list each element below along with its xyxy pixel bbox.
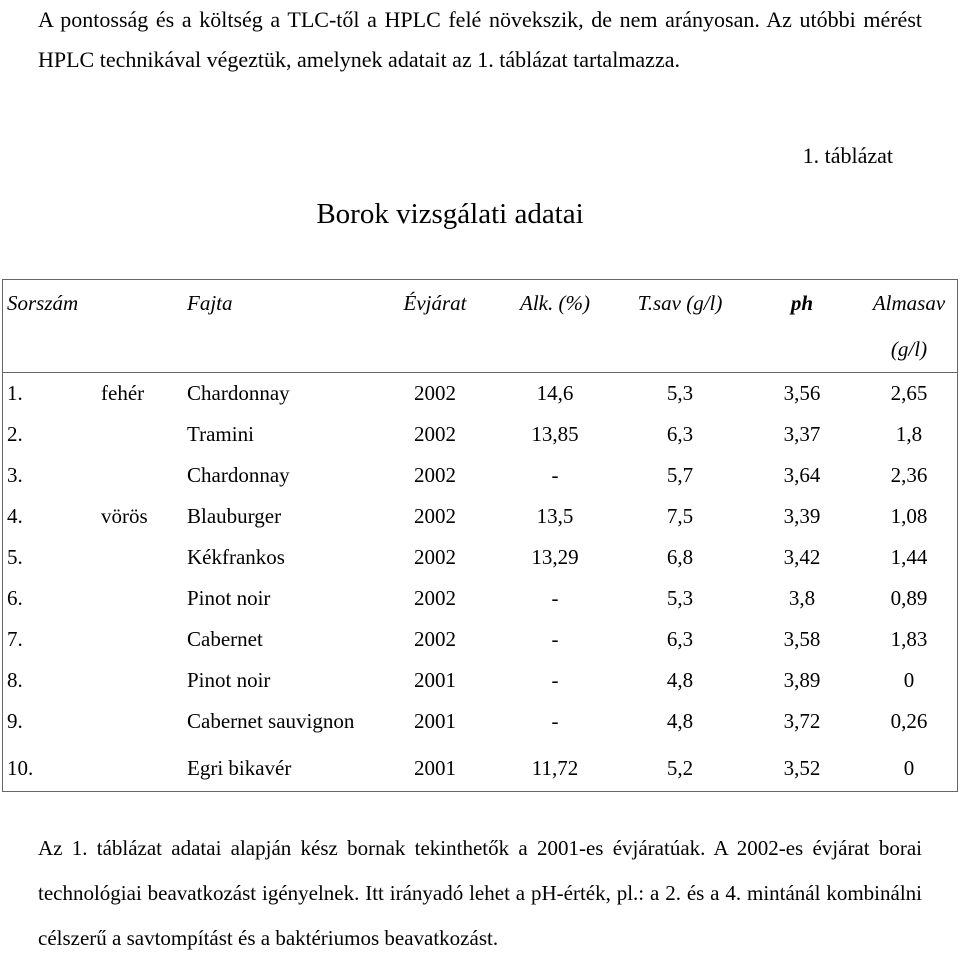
row-year: 2001 — [414, 668, 456, 692]
row-color — [97, 455, 183, 496]
table-row — [3, 537, 958, 578]
row-number: 8. — [3, 660, 98, 701]
row-number: 2. — [3, 414, 98, 455]
header-tsav: T.sav (g/l) — [617, 280, 743, 373]
row-acid: 5,2 — [617, 749, 743, 792]
row-color — [97, 660, 183, 701]
header-color — [97, 280, 183, 373]
row-alcohol: 13,85 — [531, 422, 579, 446]
row-year: 2002 — [414, 381, 456, 405]
row-acid: 4,8 — [666, 668, 694, 692]
table-row — [3, 373, 958, 415]
header-alk: Alk. (%) — [493, 280, 617, 373]
row-year: 2002 — [414, 586, 456, 610]
row-malic: 1,83 — [861, 619, 958, 660]
row-alcohol: 11,72 — [493, 749, 617, 792]
header-ph: ph — [743, 280, 861, 373]
table-row — [3, 619, 958, 660]
row-ph: 3,72 — [783, 709, 821, 733]
row-ph: 3,58 — [783, 627, 821, 651]
row-number: 7. — [3, 619, 98, 660]
row-variety: Pinot noir — [187, 586, 271, 610]
row-year: 2002 — [414, 545, 456, 569]
row-alcohol: - — [551, 463, 559, 487]
row-malic: 2,36 — [861, 455, 958, 496]
row-ph: 3,56 — [783, 381, 821, 405]
row-variety: Tramini — [187, 422, 254, 446]
row-number: 6. — [3, 578, 98, 619]
table-header-row — [3, 280, 958, 373]
row-number: 5. — [3, 537, 98, 578]
row-ph: 3,64 — [783, 463, 821, 487]
row-variety: Chardonnay — [187, 463, 290, 487]
row-ph: 3,8 — [788, 586, 816, 610]
row-number: 4. — [3, 496, 98, 537]
row-malic: 1,44 — [861, 537, 958, 578]
row-malic: 1,08 — [861, 496, 958, 537]
header-almasav: Almasav (g/l) — [861, 280, 958, 373]
row-number: 3. — [3, 455, 98, 496]
conclusion-paragraph: Az 1. táblázat adatai alapján kész bornak tekinthetők a 2001-es évjáratúak. A 2002-es évjárat borai technológiai beavatkozást igényelnek. Itt irányadó lehet a pH-érték, pl.: a 2. és a 4. mintánál kombinálni célszerű a savtompítást és a baktériumos beavatkozást. — [38, 836, 922, 950]
row-number: 1. — [3, 373, 98, 415]
row-acid: 6,3 — [666, 422, 694, 446]
row-malic: 1,8 — [861, 414, 958, 455]
row-color — [97, 414, 183, 455]
row-variety: Pinot noir — [187, 668, 271, 692]
table-row — [3, 578, 958, 619]
row-color — [97, 749, 183, 792]
row-variety: Chardonnay — [187, 381, 290, 405]
row-ph: 3,39 — [783, 504, 821, 528]
row-alcohol: - — [551, 586, 559, 610]
row-acid: 7,5 — [666, 504, 694, 528]
row-malic: 0,26 — [861, 701, 958, 749]
row-ph: 3,37 — [783, 422, 821, 446]
table-row — [3, 414, 958, 455]
row-variety: Kékfrankos — [187, 545, 285, 569]
row-color: fehér — [101, 381, 145, 405]
wine-data-table — [2, 279, 958, 792]
row-ph: 3,89 — [783, 668, 821, 692]
header-evjarat: Évjárat — [377, 280, 493, 373]
row-color — [97, 619, 183, 660]
row-variety: Cabernet — [187, 627, 263, 651]
row-color — [97, 701, 183, 749]
row-alcohol: 13,5 — [536, 504, 574, 528]
row-number: 10. — [3, 749, 98, 792]
row-alcohol: 13,29 — [531, 545, 579, 569]
row-variety: Cabernet sauvignon — [187, 709, 355, 733]
row-malic: 0 — [861, 660, 958, 701]
table-row — [3, 496, 958, 537]
header-sorszam: Sorszám — [3, 280, 98, 373]
table-title: Borok vizsgálati adatai — [316, 198, 584, 230]
row-ph: 3,52 — [743, 749, 861, 792]
row-acid: 5,3 — [666, 586, 694, 610]
table-row — [3, 701, 958, 749]
header-fajta: Fajta — [183, 280, 377, 373]
table-row — [3, 455, 958, 496]
row-year: 2002 — [414, 463, 456, 487]
row-year: 2001 — [414, 709, 456, 733]
row-alcohol: - — [551, 709, 559, 733]
table-number-label: 1. táblázat — [802, 143, 893, 168]
row-acid: 6,8 — [666, 545, 694, 569]
row-year: 2001 — [377, 749, 493, 792]
row-acid: 6,3 — [666, 627, 694, 651]
row-year: 2002 — [414, 504, 456, 528]
row-year: 2002 — [414, 627, 456, 651]
row-number: 9. — [3, 701, 98, 749]
row-ph: 3,42 — [783, 545, 821, 569]
table-row — [3, 660, 958, 701]
intro-paragraph: A pontosság és a költség a TLC-től a HPLC felé növekszik, de nem arányosan. Az utóbbi mérést HPLC technikával végeztük, amelynek adatait az 1. táblázat tartalmazza. — [38, 7, 922, 72]
row-alcohol: - — [551, 668, 559, 692]
row-color — [97, 578, 183, 619]
row-color: vörös — [101, 504, 148, 528]
row-acid: 4,8 — [666, 709, 694, 733]
row-malic: 2,65 — [861, 373, 958, 415]
row-color — [97, 537, 183, 578]
row-alcohol: - — [551, 627, 559, 651]
row-variety: Egri bikavér — [183, 749, 377, 792]
row-acid: 5,7 — [666, 463, 694, 487]
row-acid: 5,3 — [666, 381, 694, 405]
row-variety: Blauburger — [187, 504, 282, 528]
table-row — [3, 749, 958, 792]
row-alcohol: 14,6 — [536, 381, 574, 405]
row-year: 2002 — [414, 422, 456, 446]
row-malic: 0 — [861, 749, 958, 792]
row-malic: 0,89 — [861, 578, 958, 619]
